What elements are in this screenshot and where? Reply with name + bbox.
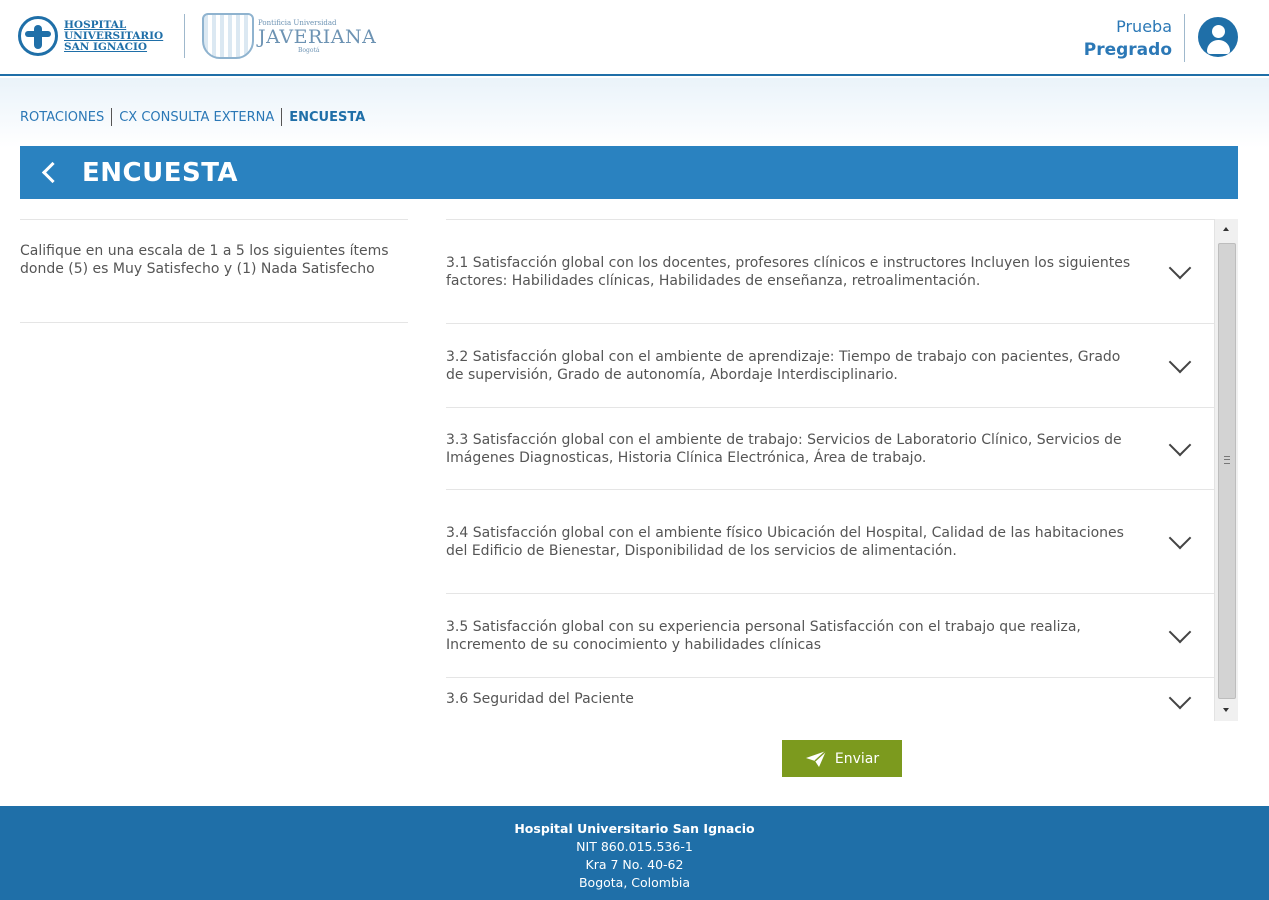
question-text: 3.6 Seguridad del Paciente <box>446 691 634 707</box>
footer-hospital-name: Hospital Universitario San Ignacio <box>514 821 755 836</box>
back-chevron-icon[interactable] <box>20 146 66 199</box>
hospital-emblem-icon <box>18 16 58 56</box>
user-avatar-icon[interactable] <box>1198 17 1238 57</box>
chevron-down-icon[interactable] <box>1160 434 1204 464</box>
question-3-5[interactable] <box>446 594 1214 678</box>
question-text: 3.1 Satisfacción global con los docentes, profesores clínicos e instructores Incluyen los siguientes factores: Habilidades clínicas, Habilidades de enseñanza, retroalimentación. <box>446 254 1131 289</box>
question-3-1[interactable] <box>446 220 1214 324</box>
javeriana-logo-text: Pontificia Universidad JAVERIANA Bogotá <box>258 18 377 54</box>
footer-nit: NIT 860.015.536-1 <box>576 839 693 854</box>
send-button-label: Enviar <box>834 750 880 767</box>
question-3-3[interactable] <box>446 408 1214 490</box>
survey-instruction: Califique en una escala de 1 a 5 los siguientes ítems donde (5) es Muy Satisfecho y (1) Nada Satisfecho <box>20 219 408 323</box>
question-text: 3.4 Satisfacción global con el ambiente físico Ubicación del Hospital, Calidad de las habitaciones del Edificio de Bienestar, Disponibilidad de los servicios de alimentación. <box>446 524 1124 559</box>
breadcrumb-encuesta: ENCUESTA <box>289 109 366 125</box>
questions-panel <box>446 219 1238 724</box>
breadcrumb-separator <box>111 108 112 126</box>
scrollbar-thumb[interactable] <box>1218 243 1236 699</box>
chevron-down-icon[interactable] <box>1160 527 1204 557</box>
user-divider <box>1184 14 1185 62</box>
question-text: 3.5 Satisfacción global con su experiencia personal Satisfacción con el trabajo que realiza, Incremento de su conocimiento y habilidades clínicas <box>446 618 1081 653</box>
breadcrumb-rotaciones[interactable]: ROTACIONES <box>20 109 105 125</box>
paper-plane-icon <box>805 750 827 768</box>
scroll-down-arrow-icon[interactable] <box>1215 699 1238 721</box>
chevron-down-icon[interactable] <box>1160 351 1204 381</box>
user-info <box>1084 16 1172 62</box>
scroll-up-arrow-icon[interactable] <box>1215 219 1238 241</box>
hospital-logo-text: HOSPITAL UNIVERSITARIO SAN IGNACIO <box>64 18 164 53</box>
logo-divider <box>184 14 185 58</box>
breadcrumb <box>20 108 365 126</box>
questions-list <box>446 220 1214 724</box>
question-text: 3.3 Satisfacción global con el ambiente de trabajo: Servicios de Laboratorio Clínico, Servicios de Imágenes Diagnosticas, Historia Clínica Electrónica, Área de trabajo. <box>446 431 1122 466</box>
javeriana-logo[interactable] <box>202 10 376 62</box>
chevron-down-icon[interactable] <box>1160 690 1204 720</box>
question-3-6[interactable] <box>446 678 1214 724</box>
footer-address: Kra 7 No. 40-62 <box>585 857 684 872</box>
send-button[interactable] <box>782 740 902 777</box>
page-title: ENCUESTA <box>82 157 239 188</box>
question-3-4[interactable] <box>446 490 1214 594</box>
question-3-2[interactable] <box>446 324 1214 408</box>
hospital-logo[interactable] <box>18 12 163 60</box>
breadcrumb-separator <box>281 108 282 126</box>
question-text: 3.2 Satisfacción global con el ambiente de aprendizaje: Tiempo de trabajo con pacientes, Grado de supervisión, Grado de autonomía, Abordaje Interdisciplinario. <box>446 348 1121 383</box>
javeriana-shield-icon <box>202 13 254 59</box>
questions-scrollbar[interactable] <box>1214 219 1238 721</box>
header <box>0 0 1269 76</box>
footer <box>0 806 1269 900</box>
breadcrumb-consulta-externa[interactable]: CX CONSULTA EXTERNA <box>119 109 275 125</box>
chevron-down-icon[interactable] <box>1160 257 1204 287</box>
footer-city: Bogota, Colombia <box>578 875 691 890</box>
page-title-bar <box>20 146 1238 199</box>
user-role: Pregrado <box>1083 40 1172 60</box>
user-name: Prueba <box>1116 17 1172 36</box>
chevron-down-icon[interactable] <box>1160 621 1204 651</box>
